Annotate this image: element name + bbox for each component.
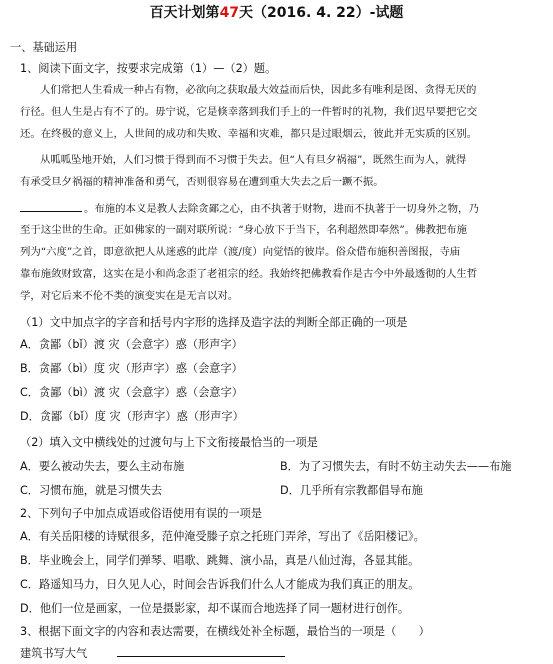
option-letter: D． bbox=[20, 410, 40, 423]
option-b bbox=[20, 360, 243, 377]
fill-in-blank bbox=[20, 200, 82, 212]
option-c bbox=[20, 576, 419, 593]
option-text: 习惯布施，就是习惯失去 bbox=[39, 484, 163, 497]
page-title bbox=[0, 3, 553, 23]
title-fill-text: 建筑书写大气 bbox=[20, 647, 88, 660]
option-d bbox=[20, 408, 244, 425]
option-text: 贪鄙（bì）渡 灾（会意字）惑（会意字） bbox=[39, 386, 243, 399]
sub-question-1-stem: （1）文中加点字的字音和括号内字形的选择及造字法的判断全部正确的一项是 bbox=[20, 316, 408, 329]
option-letter: A． bbox=[20, 530, 39, 543]
option-letter: A． bbox=[20, 338, 39, 351]
option-text: 有关岳阳楼的诗赋很多，范仲淹受滕子京之托班门弄斧，写出了《岳阳楼记》。 bbox=[38, 530, 425, 543]
option-c bbox=[20, 384, 243, 401]
sub-question-2-stem: （2）填入文中横线处的过渡句与上下文衔接最恰当的一项是 bbox=[20, 436, 318, 449]
option-text: 毕业晚会上，同学们弹琴、唱歌、跳舞、演小品，真是八仙过海，各显其能。 bbox=[38, 554, 420, 567]
option-text: 贪鄙（bì）度 灾（形声字）惑（会意字） bbox=[38, 362, 243, 375]
section-heading: 一、基础运用 bbox=[10, 41, 78, 54]
option-text: 路遥知马力，日久见人心，时间会告诉我们什么人才能成为我们真正的朋友。 bbox=[39, 578, 420, 591]
option-letter: C． bbox=[20, 484, 39, 497]
option-b bbox=[280, 458, 511, 475]
option-d bbox=[20, 600, 409, 617]
passage-line: 从呱呱坠地开始，人们习惯于得到而不习惯于失去。但“人有旦夕祸福”，既然生而为人，就得 bbox=[40, 154, 467, 166]
option-a bbox=[20, 458, 184, 475]
passage-line: 行径。但人生是占有不了的。毋宁说，它是倏幸落到我们手上的一件暂时的礼物，我们迟早要把它交 bbox=[20, 106, 478, 118]
option-text: 几乎所有宗教都倡导布施 bbox=[299, 484, 423, 497]
passage-line-text: 。布施的本义是教人去除贪鄙之心，由不执著于财物，进而不执著于一切身外之物，乃 bbox=[84, 203, 479, 215]
title-prefix: 百天计划第 bbox=[149, 5, 220, 21]
passage-line: 至于这尘世的生命。正如佛家的一副对联所说：“身心放下于当下，名利超然即奉然”。佛教把布施 bbox=[20, 224, 468, 236]
option-letter: D． bbox=[280, 484, 300, 497]
option-text: 贪鄙（bǐ）度 灾（形声字）惑（形声字） bbox=[39, 410, 244, 423]
option-text: 要么被动失去，要么主动布施 bbox=[38, 460, 185, 473]
option-a bbox=[20, 528, 425, 545]
passage-line: 还。在终极的意义上，人世间的成功和失败、幸福和灾难，都只是过眼烟云，彼此并无实质的区别。 bbox=[20, 128, 478, 140]
option-b bbox=[20, 552, 419, 569]
title-fill-blank bbox=[117, 645, 285, 657]
option-text: 为了习惯失去，有时不妨主动失去——布施 bbox=[298, 460, 512, 473]
option-text: 他们一位是画家，一位是摄影家，却不谋而合地选择了同一题材进行创作。 bbox=[39, 602, 410, 615]
title-fill-line bbox=[20, 645, 285, 662]
question-2-stem: 2、下列句子中加点成语或俗语使用有误的一项是 bbox=[20, 507, 263, 520]
title-suffix: 天（2016. 4. 22）-试题 bbox=[239, 5, 404, 21]
title-day-number: 47 bbox=[219, 5, 240, 21]
option-letter: A． bbox=[20, 460, 39, 473]
passage-line: 人们常把人生看成一种占有物，必欲向之获取最大效益而后快，因此多有唯利是图、贪得无厌的 bbox=[40, 84, 477, 96]
option-letter: B． bbox=[20, 362, 39, 375]
question-3-stem: 3、根据下面文字的内容和表达需要，在横线处补全标题，最恰当的一项是（ ） bbox=[20, 625, 430, 638]
question-1-stem: 1、阅读下面文字，按要求完成第（1）—（2）题。 bbox=[20, 62, 277, 75]
option-letter: D． bbox=[20, 602, 40, 615]
option-a bbox=[20, 336, 243, 353]
option-text: 贪鄙（bǐ）渡 灾（会意字）惑（形声字） bbox=[38, 338, 243, 351]
passage-line: 有承受旦夕祸福的精神准备和勇气，否则很容易在遭到重大失去之后一蹶不振。 bbox=[20, 176, 384, 188]
option-letter: B． bbox=[20, 554, 39, 567]
passage-line: 学，对它后来不伦不类的演变实在是无言以对。 bbox=[20, 290, 239, 302]
passage-line: 靠布施敛财致富，这实在是小和尚念歪了老祖宗的经。我始终把佛教看作是古今中外最透彻的人生哲 bbox=[20, 268, 478, 280]
passage-line-with-blank bbox=[20, 200, 479, 218]
option-c bbox=[20, 482, 162, 499]
passage-line: 列为“六度”之首，即意欲把人从迷惑的此岸（渡/度）向觉悟的彼岸。俗众借布施积善图报，寺庙 bbox=[20, 246, 461, 258]
option-letter: C． bbox=[20, 578, 39, 591]
option-letter: C． bbox=[20, 386, 39, 399]
option-letter: B． bbox=[280, 460, 299, 473]
option-d bbox=[280, 482, 423, 499]
